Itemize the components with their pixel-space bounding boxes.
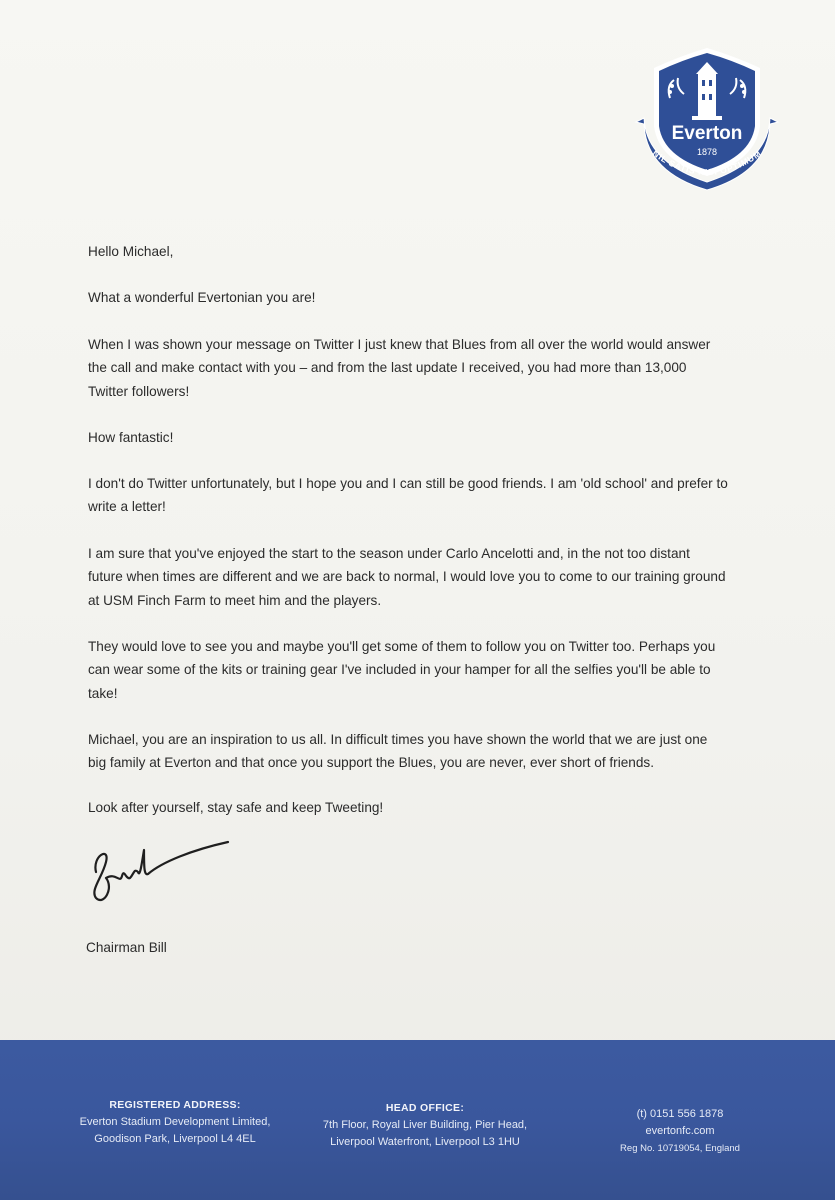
website: evertonfc.com [645, 1125, 715, 1137]
greeting: Hello Michael, [88, 244, 174, 259]
head-office [315, 1100, 535, 1151]
paragraph-6: They would love to see you and maybe you'll get some of them to follow you on Twitter too. Perhaps you can wear some of the kits or training gear I've included in your hamper for all the selfies you'll be able to take! [88, 639, 716, 701]
contact-details [610, 1106, 750, 1157]
head-office-line-1: 7th Floor, Royal Liver Building, Pier Head, [322, 1119, 528, 1131]
paragraph-7: Michael, you are an inspiration to us all. In difficult times you have shown the world that we are just one big family at Everton and that once you support the Blues, you are never, ever short of friends. [88, 732, 708, 771]
paragraph-1: What a wonderful Evertonian you are! [88, 290, 316, 305]
signer-name: Chairman Bill [86, 940, 167, 955]
registered-address-line-2: Goodison Park, Liverpool L4 4EL [94, 1133, 256, 1145]
registered-address [70, 1097, 280, 1148]
head-office-heading: HEAD OFFICE: [385, 1102, 465, 1114]
paragraph-8: Look after yourself, stay safe and keep Tweeting! [88, 800, 384, 815]
letterhead-footer [0, 1040, 835, 1200]
paragraph-4: I don't do Twitter unfortunately, but I hope you and I can still be good friends. I am 'old school' and prefer to write a letter! [88, 476, 728, 515]
paragraph-3: How fantastic! [88, 430, 174, 445]
registered-address-heading: REGISTERED ADDRESS: [109, 1099, 241, 1111]
registration-number: Reg No. 10719054, England [620, 1143, 740, 1154]
paragraph-5: I am sure that you've enjoyed the start to the season under Carlo Ancelotti and, in the not too distant future when times are different and we are back to normal, I would love you to come to our training ground at USM Finch Farm to meet him and the players. [88, 546, 726, 608]
handwritten-signature [82, 832, 232, 912]
crest-year: 1878 [696, 147, 718, 157]
everton-crest-icon [632, 44, 782, 192]
phone-number: (t) 0151 556 1878 [636, 1108, 724, 1120]
crest-name: Everton [671, 123, 743, 144]
paragraph-2: When I was shown your message on Twitter I just knew that Blues from all over the world would answer the call and make contact with you – and from the last update I received, you had more than 13,000 Twitter followers! [88, 337, 711, 399]
registered-address-line-1: Everton Stadium Development Limited, [79, 1116, 271, 1128]
crest-motto: NIL SATIS NISI OPTIMUM [650, 148, 764, 178]
head-office-line-2: Liverpool Waterfront, Liverpool L3 1HU [330, 1136, 520, 1148]
